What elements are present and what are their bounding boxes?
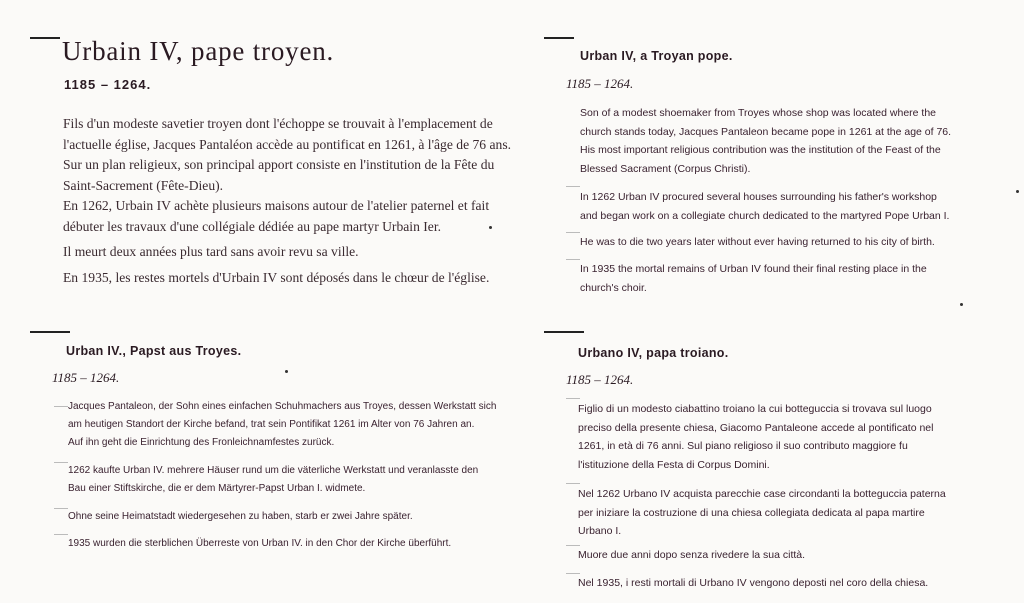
fr-title: Urbain IV, pape troyen. [62,36,335,66]
de-title-rule [30,331,70,333]
dust-speck [489,226,492,229]
en-dates: 1185 – 1264. [566,76,634,91]
de-divider-4 [54,534,68,535]
de-divider-2 [54,462,68,463]
en-divider-3 [566,259,580,260]
fr-paragraph-1: Fils d'un modeste savetier troyen dont l'échoppe se trouvait à l'emplacement de l'actuelle église, Jacques Pantaléon accède au pontificat en 1261, à l'âge de 76 ans. Sur un plan religieux, son principal apport consiste en l'institution de la Fête du Saint-Sacrement (Fête-Dieu). [63,116,512,193]
it-title: Urbano IV, papa troiano. [578,346,729,360]
it-paragraph-4: Nel 1935, i resti mortali di Urbano IV vengono deposti nel coro della chiesa. [578,577,929,589]
en-divider-1 [566,186,580,187]
fr-title-rule [30,37,60,39]
de-divider-1 [54,406,68,407]
dust-speck [285,370,288,373]
it-paragraph-3: Muore due anni dopo senza rivedere la sua città. [578,549,806,561]
fr-paragraph-2: En 1262, Urbain IV achète plusieurs maisons autour de l'atelier paternel et fait débuter les travaux d'une collégiale dédiée au pape martyr Urbain Ier. [63,198,490,234]
de-paragraph-2: 1262 kaufte Urban IV. mehrere Häuser rund um die väterliche Werkstatt und veranlasste den Bau einer Stiftskirche, die er dem Märtyrer-Papst Urban I. widmete. [68,465,479,494]
it-title-rule [544,331,584,333]
en-paragraph-3: He was to die two years later without ever having returned to his city of birth. [580,236,935,248]
it-divider-2 [566,483,580,484]
it-divider-1 [566,398,580,399]
en-divider-2 [566,232,580,233]
de-dates: 1185 – 1264. [52,370,120,385]
de-paragraph-3: Ohne seine Heimatstadt wiedergesehen zu haben, starb er zwei Jahre später. [68,511,413,522]
de-divider-3 [54,508,68,509]
en-paragraph-4: In 1935 the mortal remains of Urban IV found their final resting place in the church's choir. [580,263,927,294]
en-paragraph-1: Son of a modest shoemaker from Troyes whose shop was located where the church stands today, Jacques Pantaleon became pope in 1261 at the age of 76. His most important religious contribution was the institution of the Feast of the Blessed Sacrament (Corpus Christi). [580,107,952,175]
fr-dates: 1185 – 1264. [64,77,152,92]
it-paragraph-1: Figlio di un modesto ciabattino troiano la cui botteguccia si trovava sul luogo preciso della presente chiesa, Giacomo Pantaleone accede al pontificato nel 1261, in età di 76 anni. Sul piano religioso il suo contributo maggiore fu l'istituzione della Festa di Corpus Domini. [578,403,934,471]
fr-paragraph-4: En 1935, les restes mortels d'Urbain IV sont déposés dans le chœur de l'église. [63,270,490,285]
dust-speck [960,303,963,306]
it-dates: 1185 – 1264. [566,372,634,387]
dust-speck [1016,190,1019,193]
fr-paragraph-3: Il meurt deux années plus tard sans avoir revu sa ville. [63,244,359,259]
en-title: Urban IV, a Troyan pope. [580,49,733,63]
de-paragraph-4: 1935 wurden die sterblichen Überreste von Urban IV. in den Chor der Kirche überführt. [68,538,452,549]
en-title-rule [544,37,574,39]
de-title: Urban IV., Papst aus Troyes. [66,344,242,358]
it-paragraph-2: Nel 1262 Urbano IV acquista parecchie case circondanti la botteguccia paterna per iniziare la costruzione di una chiesa collegiata dedicata al papa martire Urbano I. [578,488,946,537]
de-paragraph-1: Jacques Pantaleon, der Sohn eines einfachen Schuhmachers aus Troyes, dessen Werkstatt sich am heutigen Standort der Kirche befand, trat sein Pontifikat 1261 im Alter von 76 Jahren an. Auf ihn geht die Einrichtung des Fronleichnamfestes zurück. [68,401,497,448]
en-paragraph-2: In 1262 Urban IV procured several houses surrounding his father's workshop and began work on a collegiate church dedicated to the martyred Pope Urban I. [580,191,950,222]
